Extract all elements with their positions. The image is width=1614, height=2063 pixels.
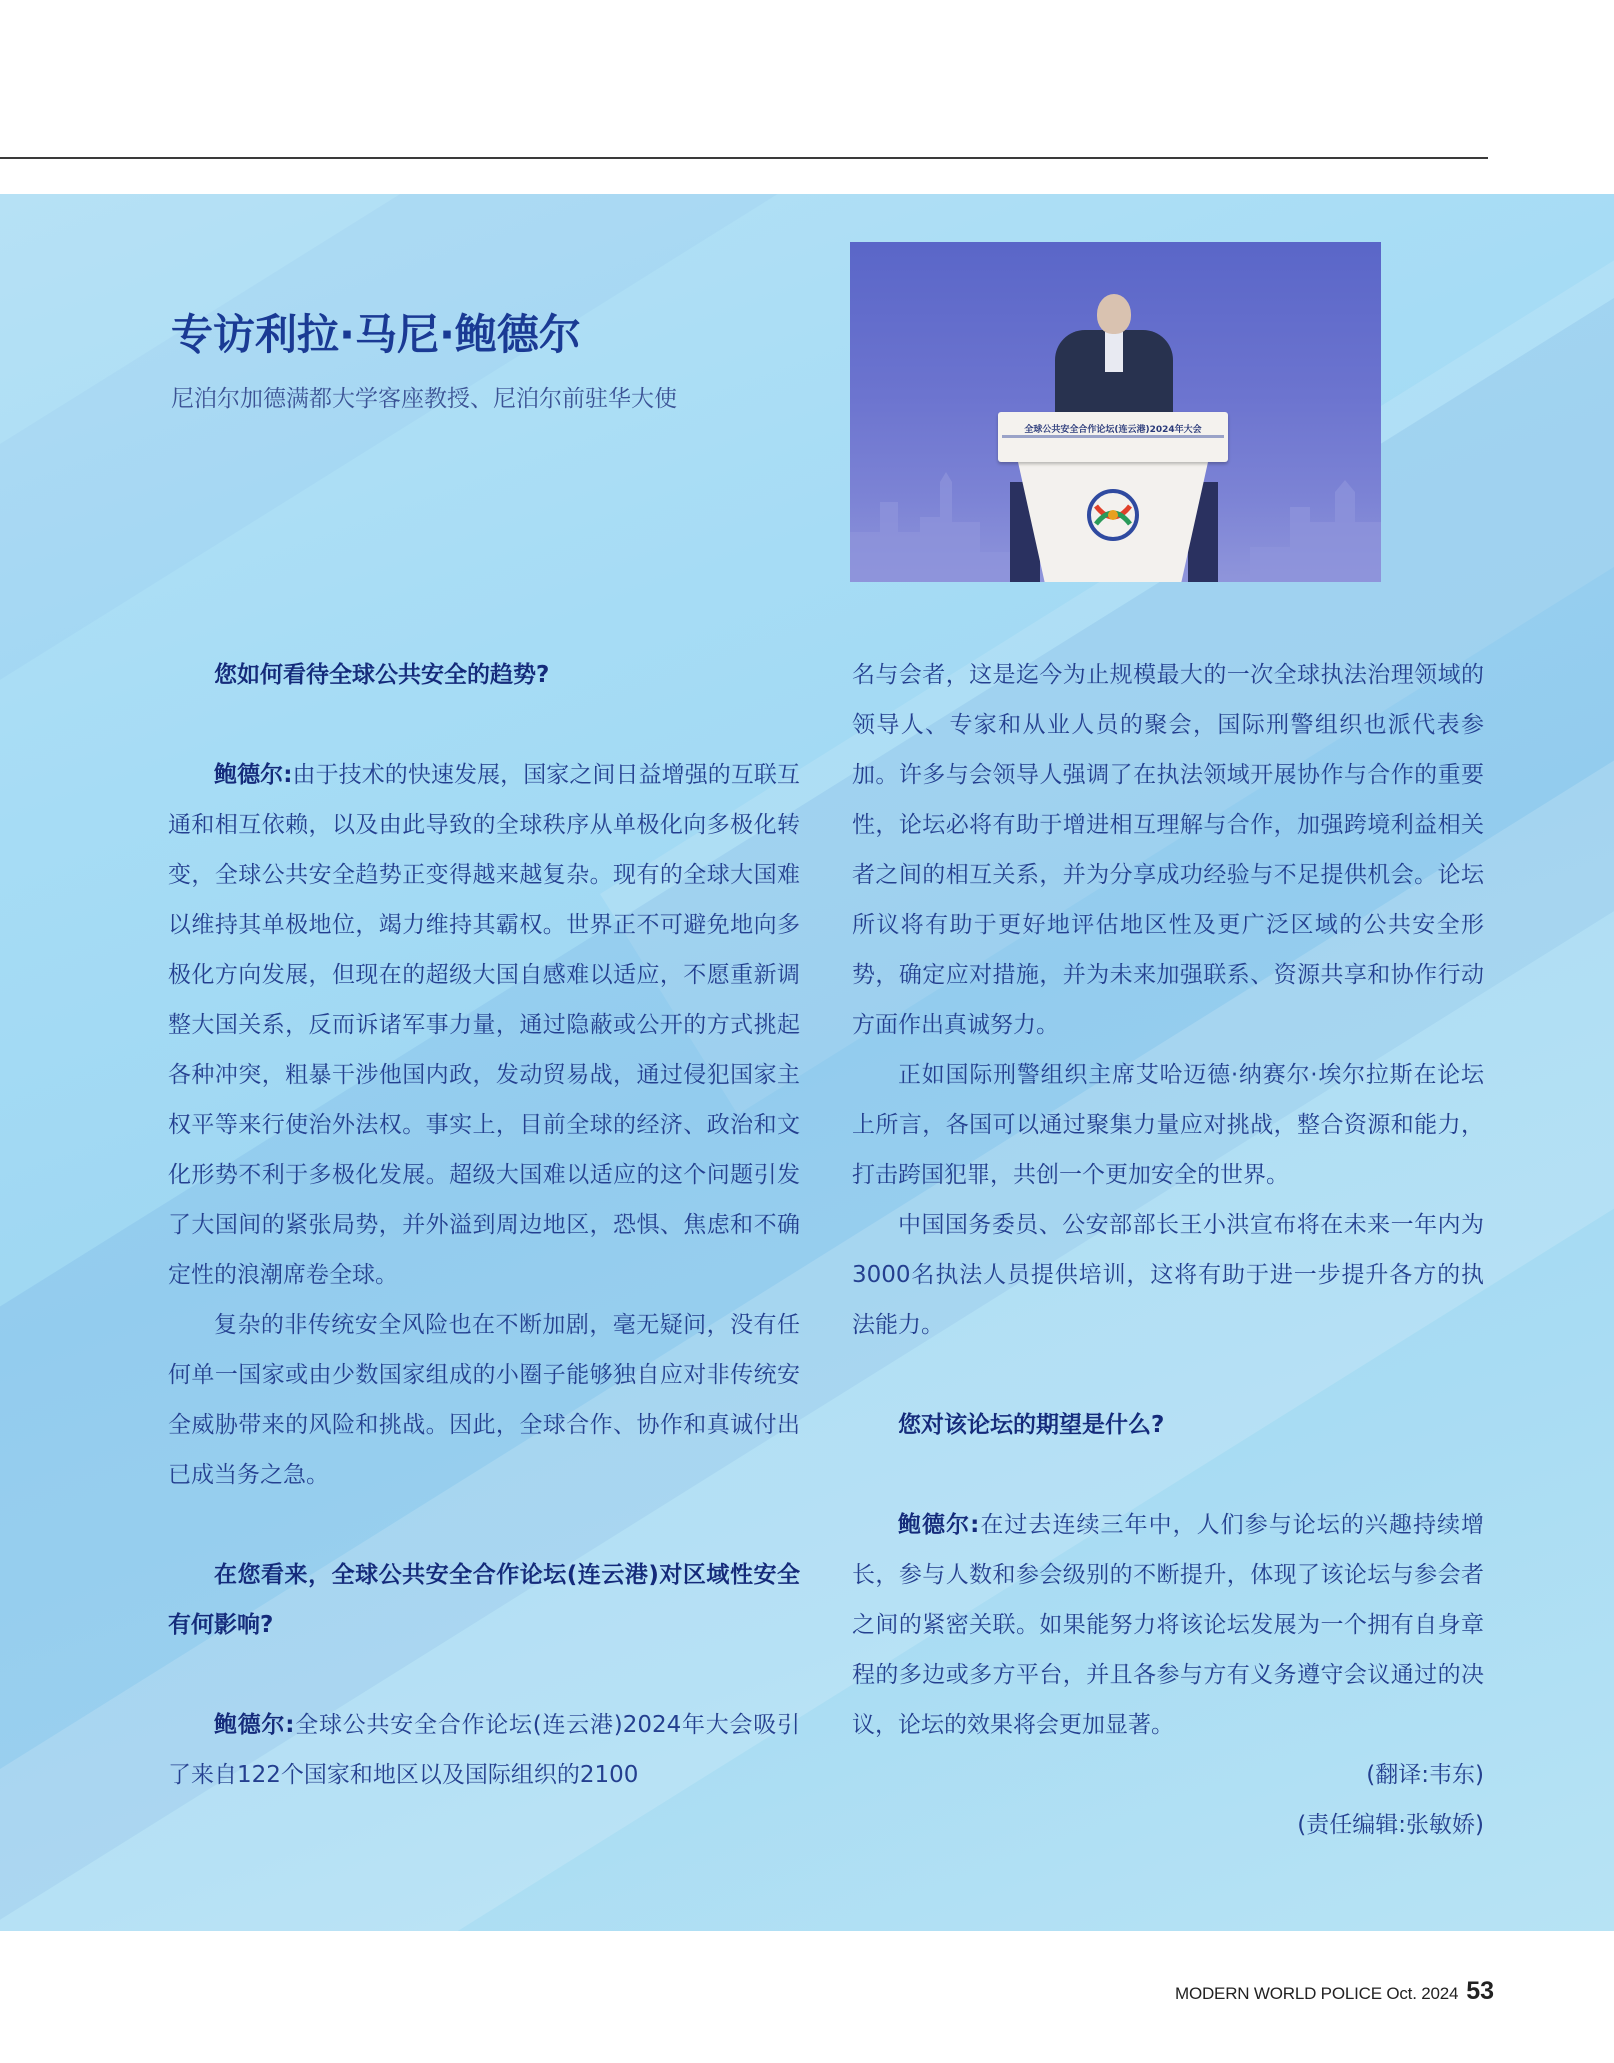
question-heading: 您如何看待全球公共安全的趋势? [214,662,550,688]
speaker-head [1097,294,1131,334]
answer-paragraph [168,750,800,1300]
podium-sign-text: 全球公共安全合作论坛(连云港)2024年大会 [1024,425,1202,435]
question-heading: 您对该论坛的期望是什么? [898,1412,1165,1438]
page-footer [1175,1977,1495,2006]
answer-paragraph: 复杂的非传统安全风险也在不断加剧，毫无疑问，没有任何单一国家或由少数国家组成的小圈子能够独自应对非传统安全威胁带来的风险和挑战。因此，全球合作、协作和真诚付出已成当务之急。 [168,1312,800,1488]
speaker-label: 鲍德尔: [898,1512,980,1538]
editor-credit: (责任编辑:张敏娇) [1297,1812,1484,1838]
top-rule-divider [0,157,1488,159]
answer-paragraph [168,1700,800,1800]
article-subtitle: 尼泊尔加德满都大学客座教授、尼泊尔前驻华大使 [171,386,677,412]
answer-paragraph [852,1500,1484,1750]
page-number: 53 [1466,1977,1495,2005]
speaker-label: 鲍德尔: [214,1712,295,1738]
answer-paragraph: 正如国际刑警组织主席艾哈迈德·纳赛尔·埃尔拉斯在论坛上所言，各国可以通过聚集力量应对挑战，整合资源和能力，打击跨国犯罪，共创一个更加安全的世界。 [852,1062,1484,1188]
article-title: 专访利拉·马尼·鲍德尔 [171,310,581,359]
speaker-photo [850,242,1381,582]
question-heading: 在您看来，全球公共安全合作论坛(连云港)对区域性安全有何影响? [168,1562,800,1638]
left-column [168,650,800,1800]
answer-paragraph-continued: 名与会者，这是迄今为止规模最大的一次全球执法治理领域的领导人、专家和从业人员的聚会，国际刑警组织也派代表参加。许多与会领导人强调了在执法领域开展协作与合作的重要性，论坛必将有助于增进相互理解与合作，加强跨境利益相关者之间的相互关系，并为分享成功经验与不足提供机会。论坛所议将有助于更好地评估地区性及更广泛区域的公共安全形势，确定应对措施，并为未来加强联系、资源共享和协作行动方面作出真诚努力。 [852,662,1484,1038]
answer-text: 在过去连续三年中，人们参与论坛的兴趣持续增长，参与人数和参会级别的不断提升，体现了该论坛与参会者之间的紧密关联。如果能努力将该论坛发展为一个拥有自身章程的多边或多方平台，并且各参与方有义务遵守会议通过的决议，论坛的效果将会更加显著。 [852,1512,1485,1738]
right-column [852,650,1484,1850]
translator-credit: (翻译:韦东) [1366,1762,1484,1788]
forum-emblem-icon [1082,484,1144,546]
podium-sign-subline [1002,435,1224,438]
answer-paragraph: 中国国务委员、公安部部长王小洪宣布将在未来一年内为3000名执法人员提供培训，这将有助于进一步提升各方的执法能力。 [852,1212,1484,1338]
speaker-label: 鲍德尔: [214,762,293,788]
answer-text: 由于技术的快速发展，国家之间日益增强的互联互通和相互依赖，以及由此导致的全球秩序从单极化向多极化转变，全球公共安全趋势正变得越来越复杂。现有的全球大国难以维持其单极地位，竭力维持其霸权。世界正不可避免地向多极化方向发展，但现在的超级大国自感难以适应，不愿重新调整大国关系，反而诉诸军事力量，通过隐蔽或公开的方式挑起各种冲突，粗暴干涉他国内政，发动贸易战，通过侵犯国家主权平等来行使治外法权。事实上，目前全球的经济、政治和文化形势不利于多极化发展。超级大国难以适应的这个问题引发了大国间的紧张局势，并外溢到周边地区，恐惧、焦虑和不确定性的浪潮席卷全球。 [168,762,801,1288]
answer-text: 全球公共安全合作论坛(连云港)2024年大会吸引了来自122个国家和地区以及国际组织的2100 [168,1712,801,1788]
magazine-name: MODERN WORLD POLICE Oct. 2024 [1175,1984,1459,2003]
speaker-shirt [1105,332,1123,372]
